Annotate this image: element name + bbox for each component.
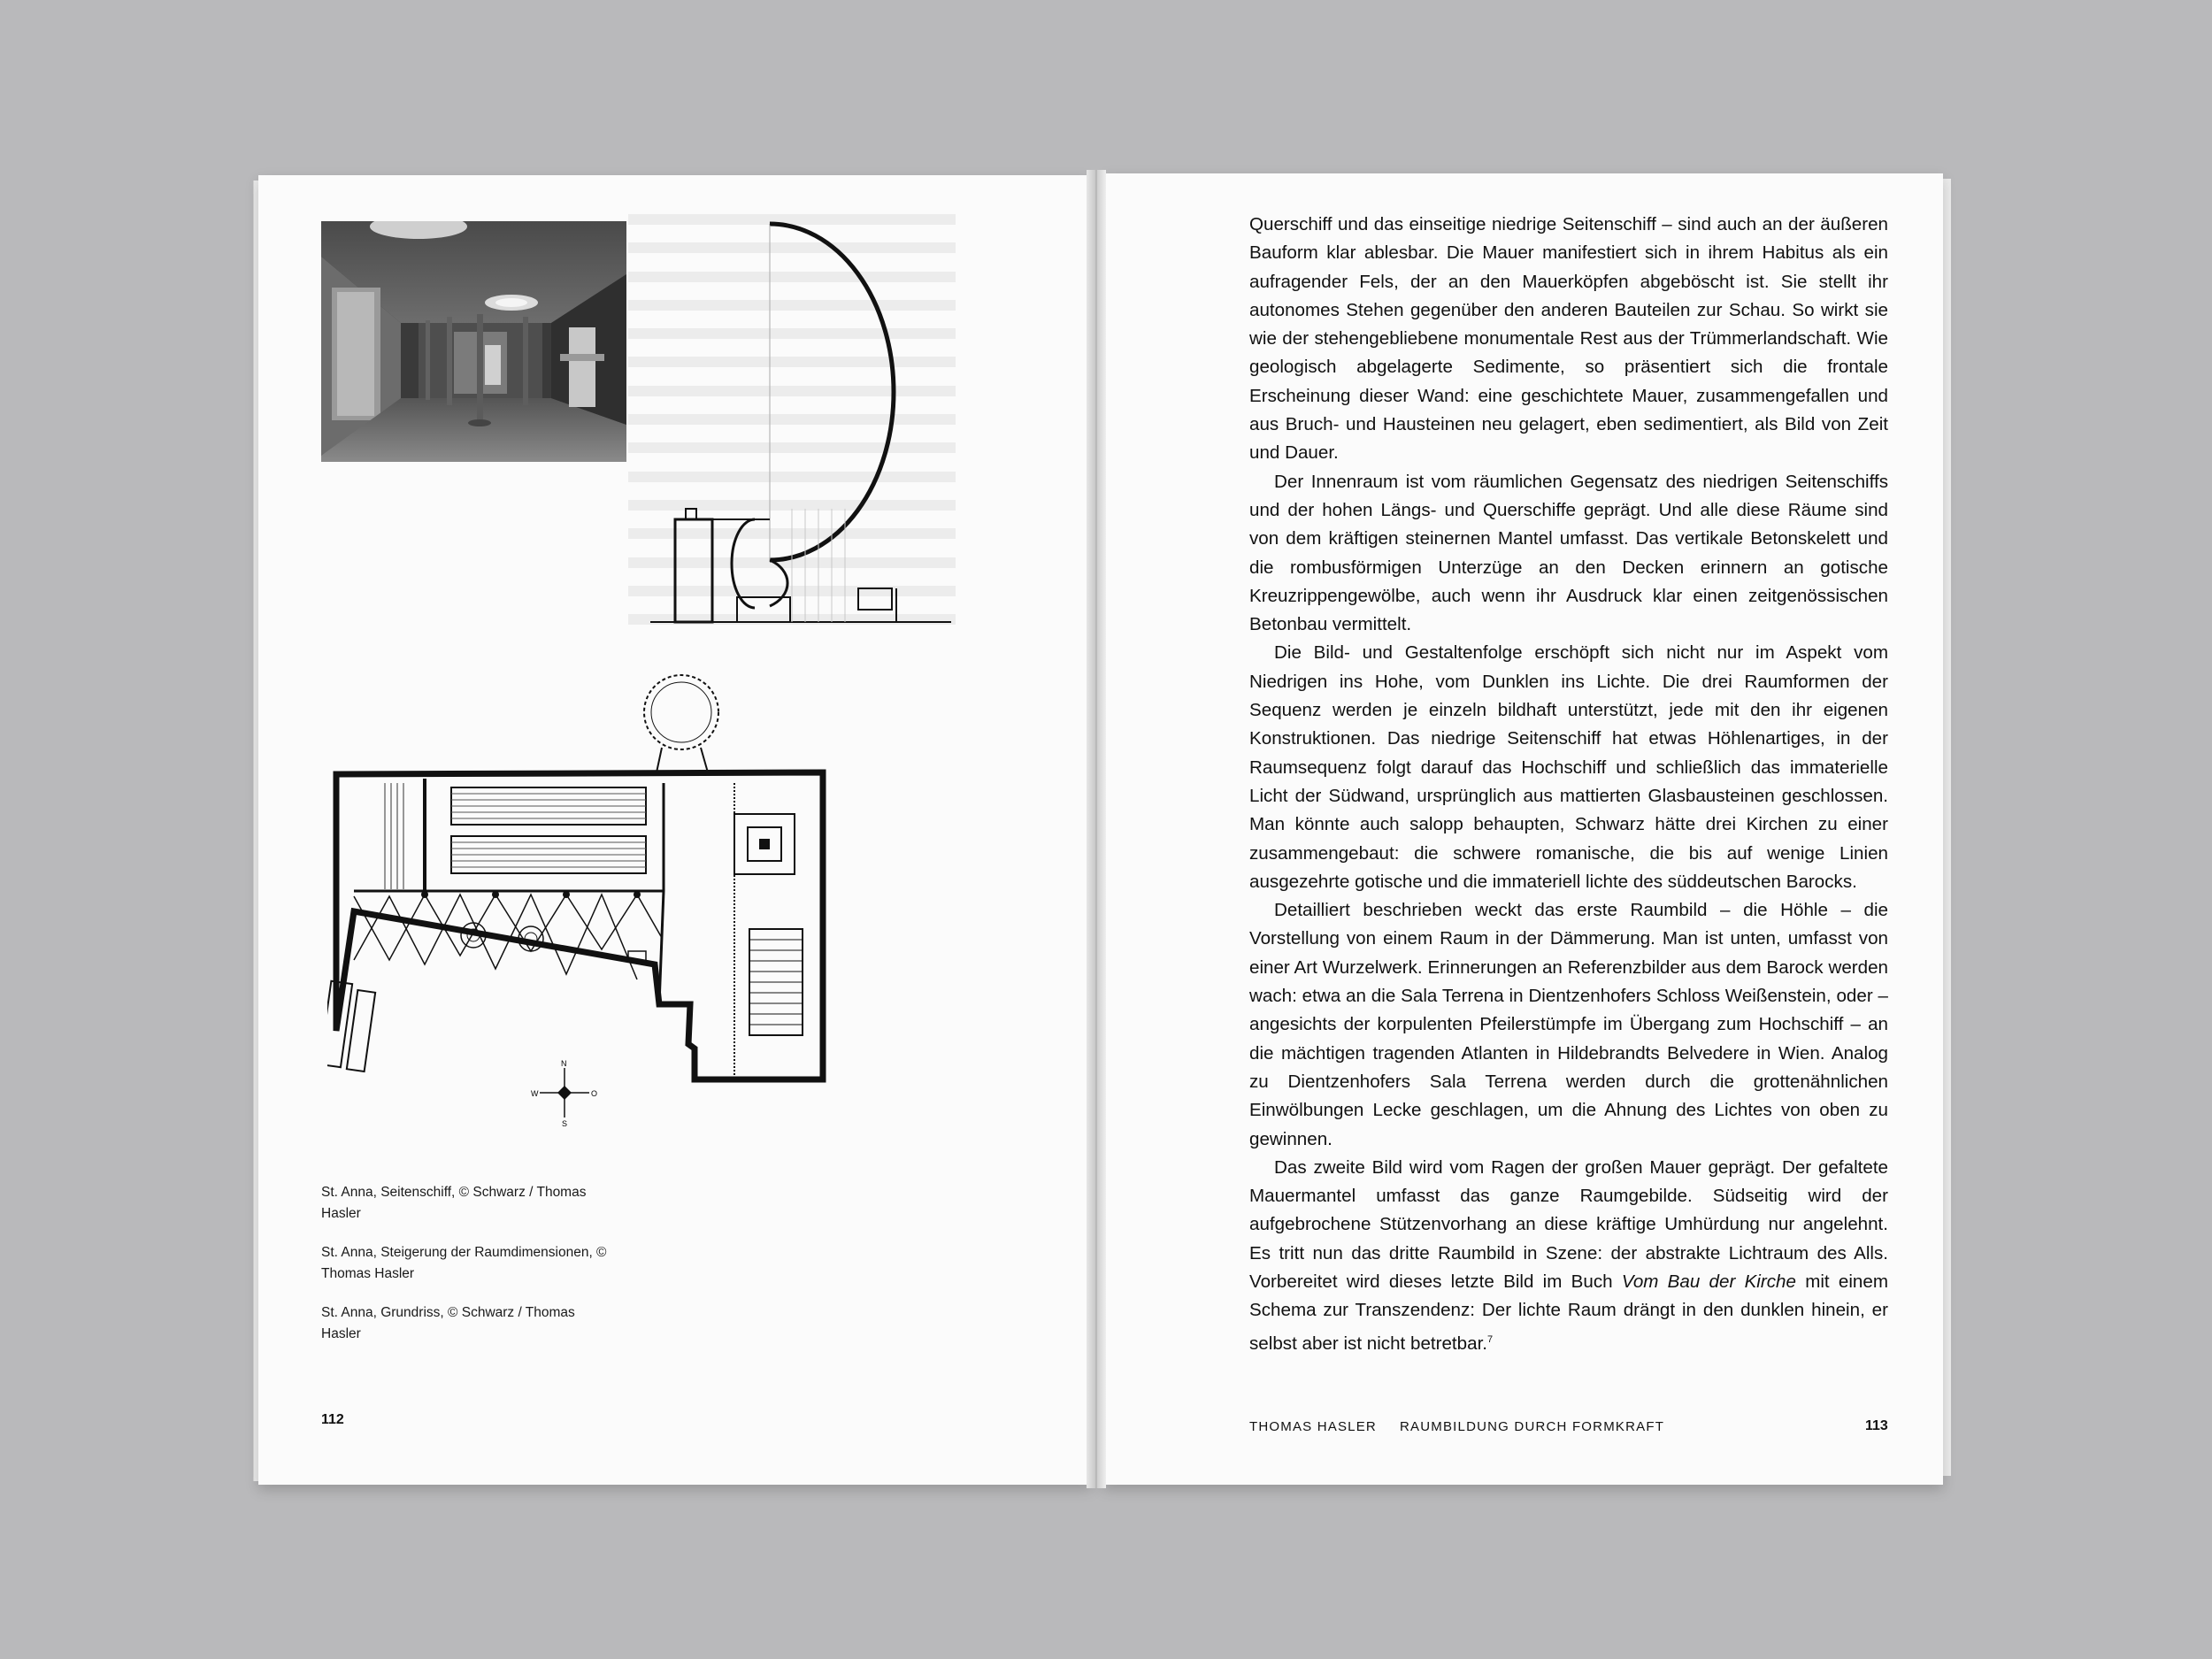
compass-n: N <box>561 1059 567 1068</box>
section-drawing <box>650 217 978 633</box>
compass-w: W <box>531 1089 539 1098</box>
running-head-author: THOMAS HASLER <box>1249 1419 1377 1434</box>
compass-s: S <box>562 1119 568 1128</box>
paragraph-3: Die Bild- und Gestaltenfolge erschöpft sich nicht nur im Aspekt vom Niedrigen ins Hohe, vom Dunklen ins Lichte. Die drei Raumformen der Sequenz werden je einzeln bildhaft unterstützt, jede mit den ihr eigenen Konstruktionen. Das niedrige Seitenschiff hat etwas Höhlenartiges, in der Raumsequenz folgt darauf das Hochschiff und schließlich das immaterielle Licht der Südwand, ursprünglich aus mattierten Glasbausteinen geschlossen. Man könnte auch salopp behaupten, Schwarz hätte drei Kirchen zu einer zusammengebaut: die schwere romanische, die bis auf wenige Linien ausgezehrte gotische und die immateriell lichte des süddeutschen Barocks. <box>1249 642 1888 892</box>
paragraph-2: Der Innenraum ist vom räumlichen Gegensatz des niedrigen Seitenschiffs und der hohen Längs- und Querschiffe geprägt. Und alle diese Räume sind von dem kräftigen steinernen Mantel umfasst. Das vertikale Betonskelett und die rombusförmigen Unterzüge an den Decken erinnern an gotische Kreuzrippengewölbe, auch wenn ihr Ausdruck klar einen zeitgenössischen Betonbau vermittelt. <box>1249 471 1888 635</box>
compass-icon <box>529 1057 600 1128</box>
paragraph-5-end: mit einem Schema zur Transzendenz: Der lichte Raum drängt in den dunklen hinein, er selbst aber ist nicht betretbar. <box>1249 1271 1888 1354</box>
paragraph-4: Detailliert beschrieben weckt das erste Raumbild – die Höhle – die Vorstellung von einem Raum in der Dämmerung. Man ist unten, umfasst von einer Art Wurzelwerk. Erinnerungen an Referenzbilder aus dem Barock werden wach: etwa an die Sala Terrena in Dientzenhofers Schloss Weißenstein, oder – angesichts der korpulenten Pfeilerstümpfe im Übergang zum Hochschiff – an die mächtigen tragenden Atlanten in Hildebrandts Belvedere in Wien. Analog zu Dientzenhofers Sala Terrena werden durch die grottenähnlichen Einwölbungen Lecke geschlagen, um die Ahnung des Lichtes von oben zu gewinnen. <box>1249 900 1888 1149</box>
paragraph-5-text: Das zweite Bild wird vom Ragen der großen Mauer geprägt. Der gefaltete Mauermantel umfasst das ganze Raumgebilde. Südseitig wird der aufgebrochene Stützenvorhang an diese kräftige Umhürdung nur angelehnt. Es tritt nun das dritte Raumbild in Szene: der abstrakte Lichtraum des Alls. Vorbereitet wird dieses letzte Bild im Buch <box>1249 1156 1888 1292</box>
left-folio: 112 <box>321 1412 344 1427</box>
interior-photo <box>321 221 626 462</box>
footnote-marker: 7 <box>1487 1333 1494 1345</box>
paragraph-5 <box>1249 1154 1888 1358</box>
caption-section: St. Anna, Steigerung der Raumdimensionen, © Thomas Hasler <box>321 1245 607 1281</box>
right-folio: 113 <box>1865 1418 1888 1433</box>
caption-photo: St. Anna, Seitenschiff, © Schwarz / Thomas Hasler <box>321 1185 587 1221</box>
compass-o: O <box>591 1089 598 1098</box>
body-text <box>1249 211 1888 1358</box>
running-head-title: RAUMBILDUNG DURCH FORMKRAFT <box>1400 1419 1665 1434</box>
caption-plan: St. Anna, Grundriss, © Schwarz / Thomas Hasler <box>321 1305 575 1341</box>
book-spine <box>1087 170 1106 1488</box>
book-title: Vom Bau der Kirche <box>1621 1271 1796 1292</box>
paragraph-1: Querschiff und das einseitige niedrige Seitenschiff – sind auch an der äußeren Bauform klar ablesbar. Die Mauer manifestiert sich in ihrem Habitus als ein aufragender Fels, der an den Mauerköpfen abgeböscht ist. Sie stellt ihr autonomes Stehen gegenüber den anderen Bauteilen zur Schau. So wirkt sie wie der stehengebliebene monumentale Rest aus der Trümmerlandschaft. Wie geologisch abgelagerte Sedimente, so präsentiert sich die frontale Erscheinung dieser Wand: eine geschichtete Mauer, zusammengefallen und aus Bruch- und Hausteinen neu gelagert, eben sedimentiert, als Bild von Zeit und Dauer. <box>1249 214 1888 464</box>
